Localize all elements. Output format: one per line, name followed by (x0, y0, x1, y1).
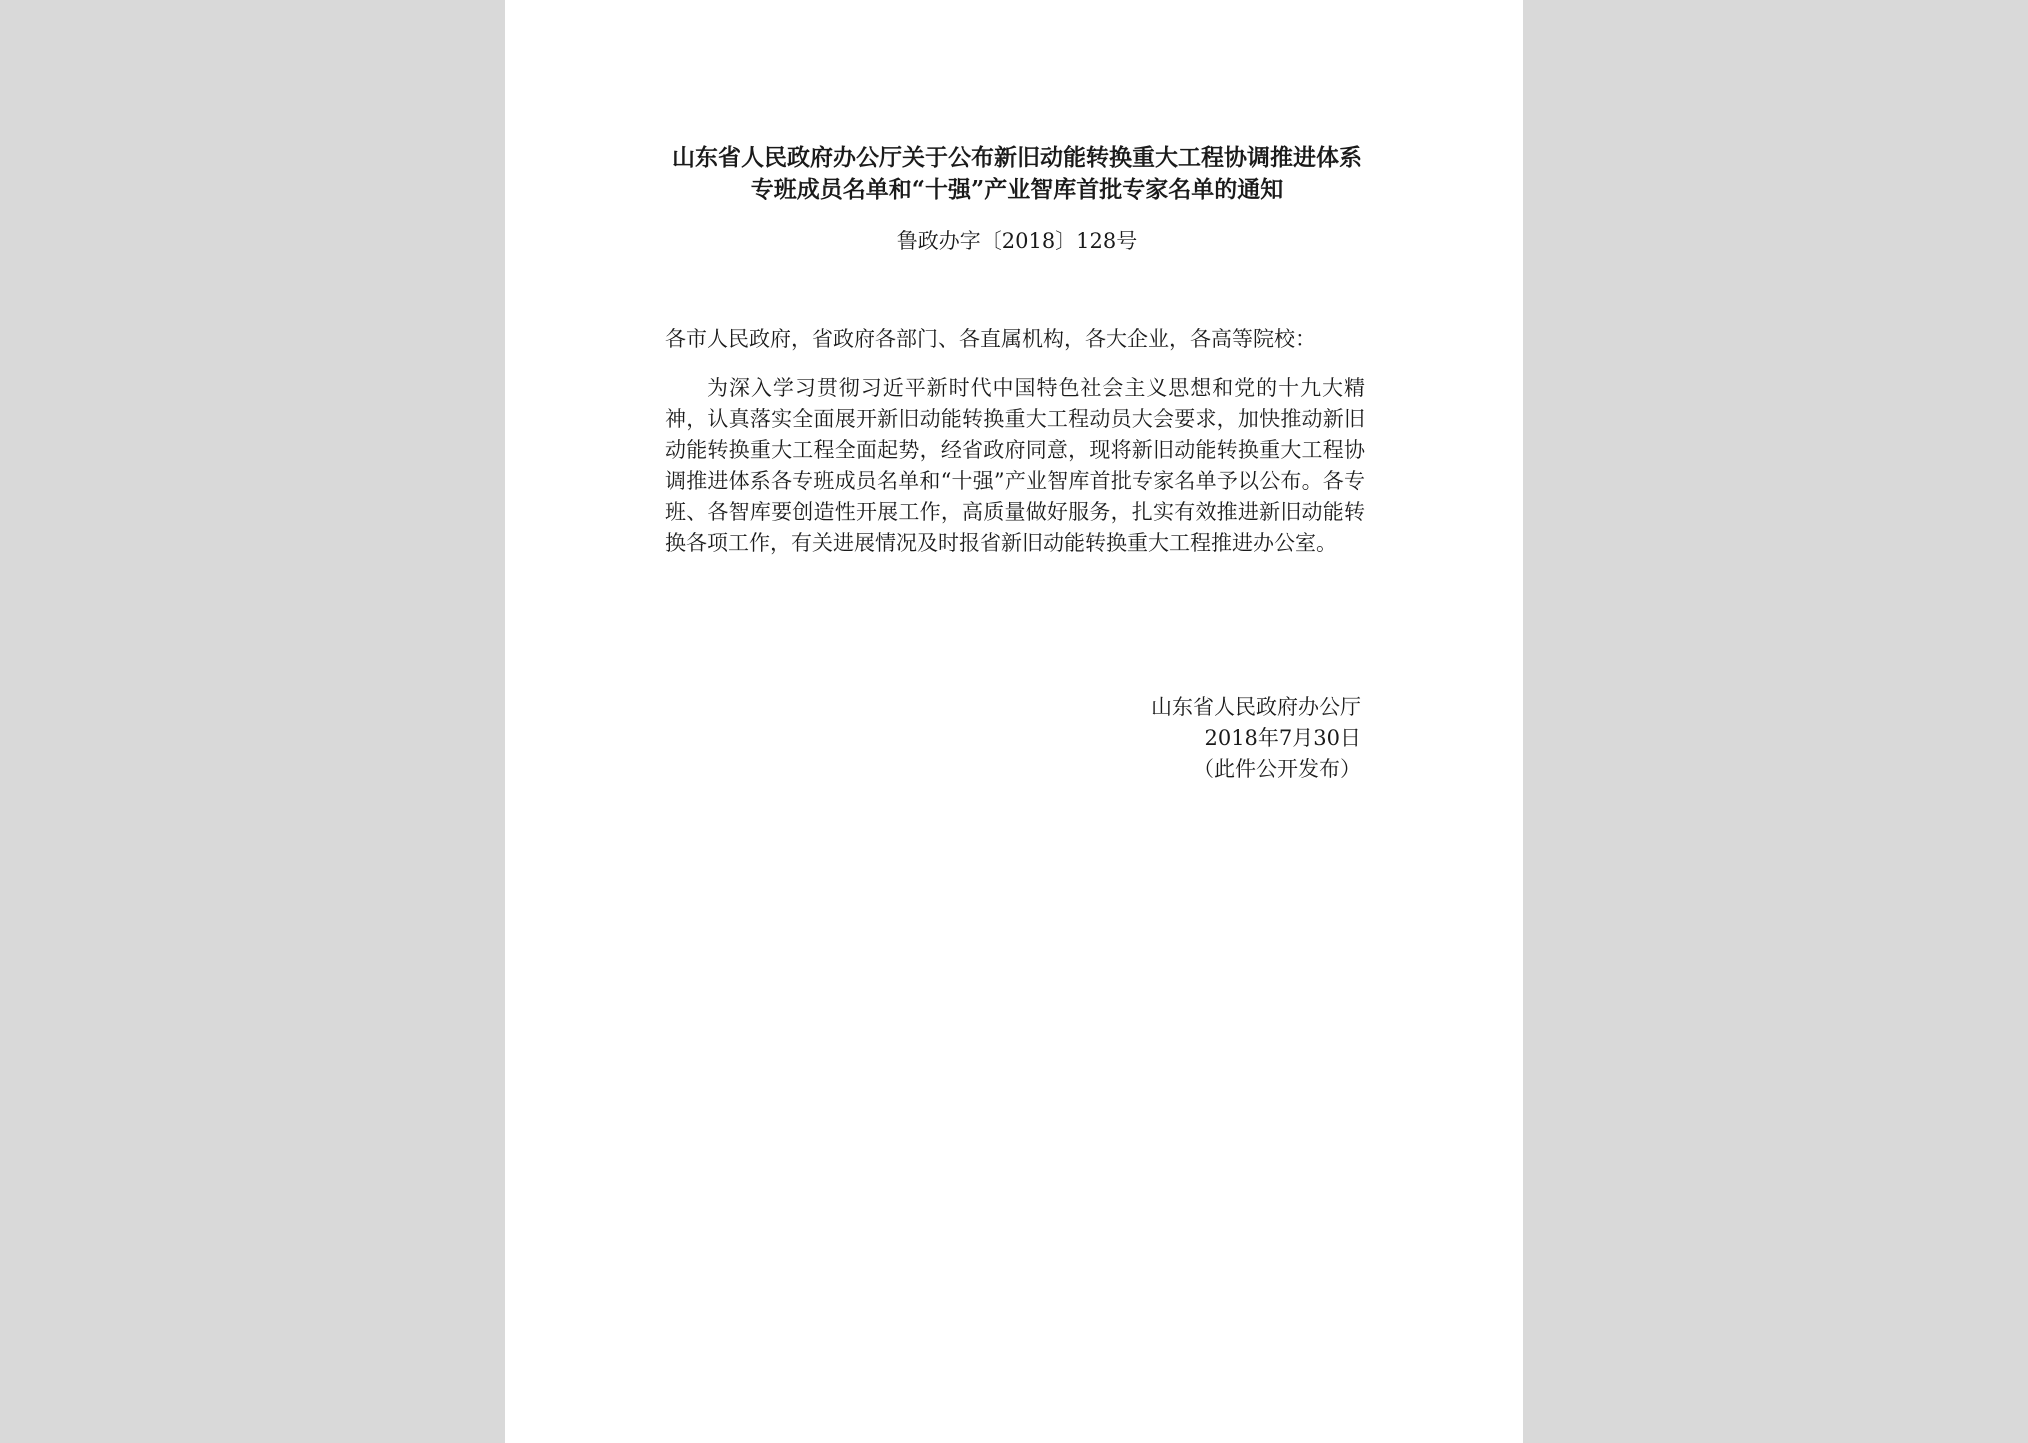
publication-note: （此件公开发布） (1193, 757, 1361, 781)
issuer: 山东省人民政府办公厅 (1151, 695, 1361, 719)
document-number: 鲁政办字〔2018〕128号 (896, 229, 1138, 253)
addressee: 各市人民政府，省政府各部门、各直属机构，各大企业，各高等院校： (665, 327, 1316, 351)
issue-date: 2018年7月30日 (1204, 726, 1361, 750)
signature-block (941, 692, 1361, 785)
body-paragraph: 为深入学习贯彻习近平新时代中国特色社会主义思想和党的十九大精神，认真落实全面展开新旧动能转换重大工程动员大会要求，加快推动新旧动能转换重大工程全面起势，经省政府同意，现将新旧动能转换重大工程协调推进体系各专班成员名单和“十强”产业智库首批专家名单予以公布。各专班、各智库要创造性开展工作，高质量做好服务，扎实有效推进新旧动能转换各项工作，有关进展情况及时报省新旧动能转换重大工程推进办公室。 (665, 376, 1365, 555)
document-body (665, 324, 1365, 559)
document-page (505, 0, 1523, 1443)
document-title: 山东省人民政府办公厅关于公布新旧动能转换重大工程协调推进体系专班成员名单和“十强”产业智库首批专家名单的通知 (672, 144, 1362, 203)
